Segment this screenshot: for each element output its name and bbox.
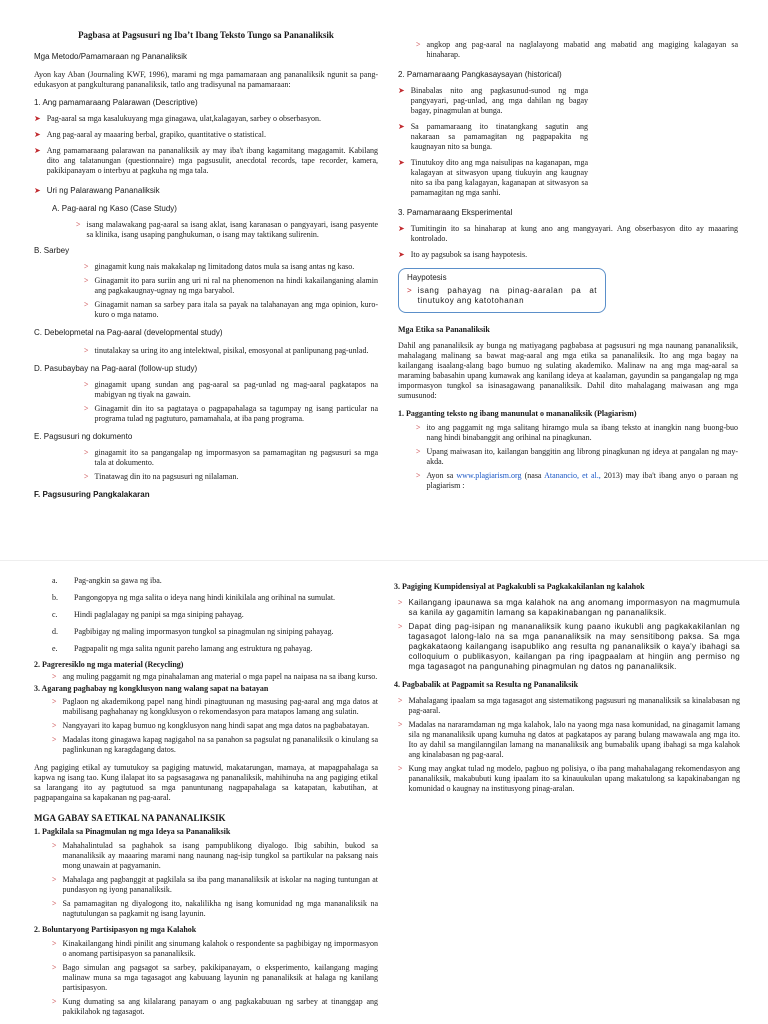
chevron-bullet-icon: > [84,262,89,271]
chevron-bullet-icon: > [52,997,57,1006]
list-item: > Ginagamit din ito sa pagtataya o pagpapahalaga sa tagumpay ng isang particular na programa tulad ng pagtuturo, pamamahala, at iba pang programa. [84,404,378,423]
chevron-bullet-icon: > [52,721,57,730]
method-3-heading: 3. Pamamaraang Eksperimental [398,208,513,217]
list-item: > Paglaon ng akademikong papel nang hindi pinagtuunan ng masusing pag-aaral ang mga datos at mabilisang paghahanay ng kongklusyon o rekomendasyon para matapos lamang ang sulatin. [52,697,378,716]
chevron-bullet-icon: > [407,286,412,295]
list-item: > Mahalaga ang pagbanggit at pagkilala sa iba pang mananaliksik at iskolar na naging tuntungan at pundasyon ng iyong pananaliksik. [52,875,378,894]
list-item: ➤ Tinutukoy dito ang mga naisulipas na kaganapan, mga kalagayan at sitwasyon upang tiukuyin ang kaugnay nito sa iba pang kalagayan, kaganapan at sitwasyon sa pamamagitan ng mga sanhi. [398,158,588,197]
list-item: ➤ Sa pamamaraang ito tinatangkang sagutin ang nakaraan sa pamamagitan ng pagpapakita ng kaugnayan nito sa bunga. [398,122,588,151]
method-1-heading: 1. Ang pamamaraang Palarawan (Descriptive) [34,98,198,107]
chevron-bullet-icon: > [398,696,403,705]
list-item: > Dapat ding pag-isipan ng mananaliksik kung paano ikukubli ang pagkakakilanlan ng tagasagot lalong-lalo na sa mga pananaliksik na may sensitibong paksa. Sa mga pagkakataong kailangang isapubliko ang resulta ng pananaliksik o kaya'y ibahagi sa colloquium o publikasyon, kailangan pa ring ipagpaalam at hingiin ang permiso ng mga tagasagot na pangunahing pinagmulan ng datos ng pananaliksik. [398,622,740,671]
list-item: > Mahalagang ipaalam sa mga tagasagot ang sistematikong pagsusuri ng mananaliksik sa kinalabasan ng pag-aaral. [398,696,740,715]
hypothesis-box [398,268,606,313]
chevron-bullet-icon: > [84,346,89,355]
chevron-bullet-icon: > [416,447,421,456]
list-item: > Nangyayari ito kapag bumuo ng kongklusyon nang hindi sapat ang mga datos na pagbabatayan. [52,721,370,730]
ethics-paragraph: Dahil ang pananaliksik ay bunga ng matiyagang pagbabasa at pagsusuri ng mga naunang pananaliksik, mahalagang malinang sa bawat mag-aaral ang mga etika sa pananaliksik. Ito ang mga bagay na kailangang isaalang-alang bago bumuo ng sulating akademiko. Malinaw na ang mga mag-aaral sa maraming babasahin upang kumawak ang kanilang ideya at kaalaman, gayundin sa pangangalap ng mga impormasyon tungkol sa isinasagawang pananaliksik. Dahil dito mahalagang maiwasan ang mga sumusunod: [398,341,738,400]
page-title: Pagbasa at Pagsusuri ng Iba’t Ibang Teksto Tungo sa Pananaliksik [78,30,334,40]
arrow-bullet-icon: ➤ [398,122,405,131]
arrow-bullet-icon: ➤ [398,86,405,95]
chevron-bullet-icon: > [76,220,81,229]
arrow-bullet-icon: ➤ [398,158,405,167]
method-1-list [34,114,378,176]
list-item: > angkop ang pag-aaral na naglalayong mabatid ang mabatid ang magiging kalagayan sa hinaharap. [416,40,738,59]
arrow-bullet-icon: ➤ [34,130,41,139]
chevron-bullet-icon: > [416,423,421,432]
atanancio-citation-link[interactable]: Atanancio, et al., [544,471,601,480]
list-item: e. Pagpapalit ng mga salita ngunit pareho lamang ang estruktura ng pahayag. [52,644,313,653]
chevron-bullet-icon: > [52,875,57,884]
list-item: > Ginagamit naman sa sarbey para itala sa payak na talahanayan ang mga opinion, kuro-kuro o mga natamo. [84,300,378,319]
chevron-bullet-icon: > [398,598,403,607]
list-item: ➤ Binabalas nito ang pagkasunud-sunod ng mga pangyayari, pag-unlad, ang mga dahilan ng bagay bagay, pinagmulan at bunga. [398,86,588,115]
document-analysis-heading: E. Pagsusuri ng dokumento [34,432,133,441]
chevron-bullet-icon: > [52,697,57,706]
p1-right-column [398,38,738,493]
developmental-heading: C. Debelopmetal na Pag-aaral (developmental study) [34,328,223,337]
p2-right-column [394,582,740,796]
follow-up-heading: D. Pasubaybay na Pag-aaral (follow-up study) [34,364,198,373]
list-item: a. Pag-angkin sa gawa ng iba. [52,576,162,585]
chevron-bullet-icon: > [52,939,57,948]
ethics-heading: Mga Etika sa Pananaliksik [398,325,490,334]
intro-paragraph: Ayon kay Aban (Journaling KWF, 1996), marami ng mga pamamaraan ang pananaliksik ngunit sa pang-edukasyon at pangkulturang pananaliksik, tatlo ang tradisyunal na pamamaraan: [34,70,378,89]
chevron-bullet-icon: > [84,276,89,285]
uri-heading: ➤ Uri ng Palarawang Pananaliksik [34,186,160,195]
list-item: d. Pagbibigay ng maling impormasyon tungkol sa pinagmulan ng siniping pahayag. [52,627,334,636]
list-item: > ginagamit upang sundan ang pag-aaral sa pag-unlad ng mag-aaral pagkatapos na mabigyan ng tiyak na gawain. [84,380,378,399]
list-item: ➤ Pag-aaral sa mga kasalukuyang mga ginagawa, ulat,kalagayan, sarbey o obserbasyon. [34,114,322,123]
chevron-bullet-icon: > [398,720,403,729]
chevron-bullet-icon: > [52,899,57,908]
guide-1-heading: 1. Pagkilala sa Pinagmulan ng mga Ideya sa Pananaliksik [34,827,231,836]
arrow-bullet-icon: ➤ [34,186,41,195]
list-item: > Upang maiwasan ito, kailangan banggitin ang librong pinagkunan ng ideya at pangalan ng may-akda. [416,447,738,466]
list-item: b. Pangongopya ng mga salita o ideya nang hindi kinikilala ang orihinal na sumulat. [52,593,336,602]
list-item: ➤ Tumitingin ito sa hinaharap at kung ano ang mangyayari. Ang obserbasyon dito ay maaaring kontrolado. [398,224,738,243]
chevron-bullet-icon: > [84,300,89,309]
list-item: > isang malawakang pag-aaral sa isang aklat, isang karanasan o pangyayari, isang pasyente sa klinika, isang usaping panghukuman, o isang may taktikang sulirenin. [76,220,378,239]
confidentiality-heading: 3. Pagiging Kumpidensiyal at Pagkakubli sa Pagkakakilanlan ng kalahok [394,582,645,591]
chevron-bullet-icon: > [52,841,57,850]
guides-heading: MGA GABAY SA ETIKAL NA PANANALIKSIK [34,813,226,823]
list-item: > ang muling paggamit ng mga pinahalaman ang material o mga papel na naipasa na sa ibang kurso. [52,672,378,681]
list-item: > Madalas na nararamdaman ng mga kalahok, lalo na yaong mga nasa komunidad, na ginagamit lamang sila ng mananaliksik upang kumuha ng datos at pagkatapos ay parang bulang mawawala ang mga ito. Ito ay dahil sa mangilanngilan lamang na mananaliksik ang bumabalik upang ibahagi sa mga kalahok ang kinalabasan ng pag-aaral. [398,720,740,759]
chevron-bullet-icon: > [84,472,89,481]
p1-left-column [34,30,378,500]
page-divider [0,560,768,561]
being-ethical-paragraph: Ang pagiging etikal ay tumutukoy sa pagiging matuwid, makatarungan, mamaya, at mapagpahalaga sa kapwa ng isang tao. Kung ilalapat ito sa pagsasagawa ng pananaliksik, mahihinuha na ang pagiging etikal sa larangang ito ay pagtutuod sa mga panuntunang nagpapahalaga sa katapatan, kabutihan, at pagpapangaina sa kapakanan ng pag-aaral. [34,763,378,802]
list-item: > Kailangang ipaunawa sa mga kalahok na ang anomang impormasyon na magmumula sa kanila ay gagamitin lamang sa kapakinabangan ng pananaliksik. [398,598,740,617]
list-item: > Mahahalintulad sa paghahok sa isang pampublikong diyalogo. Ibig sabihin, bukod sa mananaliksik ay maaaring marami nang naunang nag-isip tungkol sa partikular na paksang nais mong unawain at pagyamanin. [52,841,378,870]
list-item: > Sa pamamagitan ng diyalogong ito, nakalilikha ng isang komunidad ng mga mananaliksik na nagtutulungan sa pagkamit ng isang layunin. [52,899,378,918]
return-results-heading: 4. Pagbabalik at Pagpamit sa Resulta ng Pananaliksik [394,680,579,689]
chevron-bullet-icon: > [398,764,403,773]
chevron-bullet-icon: > [84,380,89,389]
plagiarism-forms-list [34,576,378,654]
arrow-bullet-icon: ➤ [34,114,41,123]
recycling-heading: 2. Pagreresiklo ng mga material (Recycling) [34,660,184,669]
chevron-bullet-icon: > [84,448,89,457]
plagiarism-org-link[interactable]: www.plagiarism.org [456,471,522,480]
list-item: > ginagamit ito sa pangangalap ng impormasyon sa pamamagitan ng pagsusuri sa mga tala at dokumento. [84,448,378,467]
chevron-bullet-icon: > [416,471,421,480]
list-item: > Madalas itong ginagawa kapag nagigahol na sa panahon sa pagsulat ng pananaliksik o kinulang sa paglinkunan ng karagdagang datos. [52,735,378,754]
list-item: > isang pahayag na pinag-aaralan pa at tinutukoy ang katotohanan [407,286,597,305]
arrow-bullet-icon: ➤ [34,146,41,155]
list-item: > ito ang paggamit ng mga salitang hiramgo mula sa ibang teksto at inangkin nang buong-buo nang hindi binabanggit ang orihinal na pinagkunan. [416,423,738,442]
arrow-bullet-icon: ➤ [398,250,405,259]
chevron-bullet-icon: > [52,672,57,681]
list-item: > Kinakailangang hindi pinilit ang sinumang kalahok o respondente sa pagbibigay ng impormasyon o anomang partisipasyon sa pananaliksik. [52,939,378,958]
arrow-bullet-icon: ➤ [398,224,405,233]
list-item: > ginagamit kung nais makakalap ng limitadong datos mula sa isang antas ng kaso. [84,262,355,271]
list-item: > Kung dumating sa ang kilalarang panayam o ang pagkakabuuan ng sarbey at tinanggap ang pakikilahok ng tagasagot. [52,997,378,1016]
list-item: ➤ Ang pag-aaral ay maaaring berbal, grapiko, quantitative o statistical. [34,130,266,139]
p2-left-column [34,574,378,1019]
list-item: > Kung may angkat tulad ng modelo, pagbuo ng polisiya, o iba pang mahahalagang rekomendasyon ang pananaliksik, makabubuti kung ipaalam ito sa kinauukulan upang makatulong sa kapakinabangan ng komunidad o kaugnay na institusyong pinag-aralan. [398,764,740,793]
list-item: > Ginagamit ito para suriin ang uri ni ral na phenomenon na hindi kakailanganing alamin ang pagkakaugnay-ugnay ng mga baryabol. [84,276,378,295]
hasty-conclusion-heading: 3. Agarang paghabay ng kongklusyon nang walang sapat na batayan [34,684,269,693]
general-analysis-heading: F. Pagsusuring Pangkalakaran [34,490,150,499]
list-item: ➤ Ito ay pagsubok sa isang haypotesis. [398,250,528,259]
methods-subtitle: Mga Metodo/Pamamaraan ng Pananaliksik [34,52,187,61]
list-item: c. Hindi paglalagay ng panipi sa mga siniping pahayag. [52,610,244,619]
list-item: > Tinatawag din ito na pagsusuri ng nilalaman. [84,472,239,481]
chevron-bullet-icon: > [52,735,57,744]
list-item: > Ayon sa www.plagiarism.org (nasa Atanancio, et al., 2013) may iba't ibang anyo o paraan ng plagiarism : [416,471,738,490]
chevron-bullet-icon: > [52,963,57,972]
list-item: > Bago simulan ang pagsagot sa sarbey, pakikipanayam, o eksperimento, kailangang maging malinaw muna sa mga tagasagot ang kabuuang layunin ng pananaliksik at halaga ng kanilang partisipasyon. [52,963,378,992]
chevron-bullet-icon: > [398,622,403,631]
chevron-bullet-icon: > [84,404,89,413]
sarbey-heading: B. Sarbey [34,246,70,255]
guide-2-heading: 2. Boluntaryong Partisipasyon ng mga Kalahok [34,925,197,934]
list-item: > tinutalakay sa uring ito ang intelektwal, pisikal, emosyonal at panlipunang pag-unlad. [84,346,369,355]
plagiarism-heading: 1. Pagganting teksto ng ibang manunulat o mananaliksik (Plagiarism) [398,409,637,418]
case-study-heading: A. Pag-aaral ng Kaso (Case Study) [52,204,177,213]
chevron-bullet-icon: > [416,40,421,49]
list-item: ➤ Ang pamamaraang palarawan na pananaliksik ay may iba't ibang kagamitang magagamit. Kabilang dito ang talatanungan (questionnaire) mga pagsusulit, anecdotal records, tape recorder, kamera, pakikipanayam o interbyu at pagkuha ng mga tala. [34,146,378,175]
method-2-heading: 2. Pamamaraang Pangkasaysayan (historical) [398,70,562,79]
hypothesis-label: Haypotesis [407,273,447,282]
